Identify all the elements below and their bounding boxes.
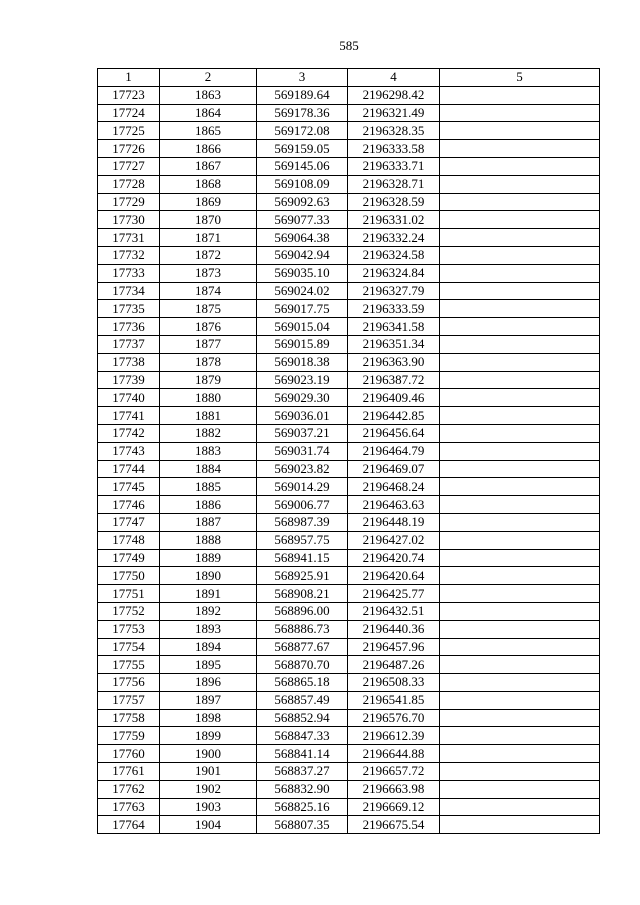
cell-y-coordinate: 2196663.98 <box>348 780 440 798</box>
cell-point-number: 1882 <box>160 424 257 442</box>
table-row <box>98 175 600 193</box>
cell-point-number: 1881 <box>160 407 257 425</box>
cell-point-id: 17736 <box>98 318 160 336</box>
column-header-1: 1 <box>98 69 160 87</box>
cell-point-number: 1885 <box>160 478 257 496</box>
cell-note <box>440 602 600 620</box>
cell-point-id: 17764 <box>98 816 160 834</box>
cell-note <box>440 335 600 353</box>
cell-x-coordinate: 568870.70 <box>257 656 348 674</box>
cell-y-coordinate: 2196463.63 <box>348 496 440 514</box>
cell-note <box>440 460 600 478</box>
cell-point-id: 17724 <box>98 104 160 122</box>
cell-point-number: 1896 <box>160 674 257 692</box>
cell-note <box>440 620 600 638</box>
cell-note <box>440 424 600 442</box>
cell-point-number: 1897 <box>160 691 257 709</box>
cell-y-coordinate: 2196469.07 <box>348 460 440 478</box>
table-row <box>98 585 600 603</box>
cell-point-id: 17748 <box>98 531 160 549</box>
cell-point-number: 1866 <box>160 140 257 158</box>
table-row <box>98 496 600 514</box>
table-row <box>98 407 600 425</box>
cell-note <box>440 478 600 496</box>
cell-point-number: 1889 <box>160 549 257 567</box>
cell-y-coordinate: 2196541.85 <box>348 691 440 709</box>
cell-note <box>440 442 600 460</box>
cell-point-number: 1886 <box>160 496 257 514</box>
cell-point-number: 1868 <box>160 175 257 193</box>
cell-x-coordinate: 568886.73 <box>257 620 348 638</box>
cell-note <box>440 763 600 781</box>
cell-y-coordinate: 2196331.02 <box>348 211 440 229</box>
cell-y-coordinate: 2196487.26 <box>348 656 440 674</box>
cell-point-id: 17741 <box>98 407 160 425</box>
cell-x-coordinate: 569015.04 <box>257 318 348 336</box>
table-row <box>98 513 600 531</box>
cell-y-coordinate: 2196333.59 <box>348 300 440 318</box>
table-row <box>98 157 600 175</box>
cell-point-number: 1898 <box>160 709 257 727</box>
cell-point-id: 17726 <box>98 140 160 158</box>
cell-point-number: 1873 <box>160 264 257 282</box>
cell-note <box>440 353 600 371</box>
cell-point-number: 1887 <box>160 513 257 531</box>
table-row <box>98 140 600 158</box>
cell-x-coordinate: 569077.33 <box>257 211 348 229</box>
cell-point-number: 1899 <box>160 727 257 745</box>
cell-note <box>440 567 600 585</box>
cell-point-id: 17723 <box>98 86 160 104</box>
cell-point-id: 17733 <box>98 264 160 282</box>
cell-x-coordinate: 568987.39 <box>257 513 348 531</box>
cell-y-coordinate: 2196420.74 <box>348 549 440 567</box>
cell-note <box>440 104 600 122</box>
cell-y-coordinate: 2196420.64 <box>348 567 440 585</box>
cell-y-coordinate: 2196363.90 <box>348 353 440 371</box>
cell-point-id: 17744 <box>98 460 160 478</box>
cell-note <box>440 86 600 104</box>
cell-point-id: 17734 <box>98 282 160 300</box>
cell-note <box>440 674 600 692</box>
cell-note <box>440 140 600 158</box>
cell-note <box>440 300 600 318</box>
cell-x-coordinate: 569159.05 <box>257 140 348 158</box>
cell-y-coordinate: 2196321.49 <box>348 104 440 122</box>
cell-x-coordinate: 568852.94 <box>257 709 348 727</box>
cell-point-id: 17755 <box>98 656 160 674</box>
cell-point-id: 17745 <box>98 478 160 496</box>
cell-point-number: 1880 <box>160 389 257 407</box>
cell-y-coordinate: 2196341.58 <box>348 318 440 336</box>
cell-point-number: 1883 <box>160 442 257 460</box>
cell-x-coordinate: 569024.02 <box>257 282 348 300</box>
cell-x-coordinate: 568837.27 <box>257 763 348 781</box>
table-row <box>98 798 600 816</box>
cell-note <box>440 193 600 211</box>
cell-x-coordinate: 569145.06 <box>257 157 348 175</box>
cell-y-coordinate: 2196324.84 <box>348 264 440 282</box>
cell-point-id: 17751 <box>98 585 160 603</box>
cell-x-coordinate: 568877.67 <box>257 638 348 656</box>
cell-point-number: 1872 <box>160 246 257 264</box>
cell-note <box>440 745 600 763</box>
cell-y-coordinate: 2196612.39 <box>348 727 440 745</box>
cell-note <box>440 585 600 603</box>
cell-x-coordinate: 569108.09 <box>257 175 348 193</box>
cell-y-coordinate: 2196328.35 <box>348 122 440 140</box>
page-number: 585 <box>339 38 359 53</box>
cell-point-id: 17737 <box>98 335 160 353</box>
cell-point-number: 1864 <box>160 104 257 122</box>
cell-point-id: 17757 <box>98 691 160 709</box>
cell-note <box>440 727 600 745</box>
cell-point-number: 1870 <box>160 211 257 229</box>
cell-y-coordinate: 2196456.64 <box>348 424 440 442</box>
cell-y-coordinate: 2196464.79 <box>348 442 440 460</box>
cell-point-id: 17742 <box>98 424 160 442</box>
cell-point-number: 1877 <box>160 335 257 353</box>
cell-point-id: 17739 <box>98 371 160 389</box>
cell-y-coordinate: 2196440.36 <box>348 620 440 638</box>
table-row <box>98 246 600 264</box>
cell-x-coordinate: 568825.16 <box>257 798 348 816</box>
cell-x-coordinate: 569023.82 <box>257 460 348 478</box>
cell-point-number: 1878 <box>160 353 257 371</box>
cell-point-id: 17754 <box>98 638 160 656</box>
cell-note <box>440 157 600 175</box>
cell-point-number: 1903 <box>160 798 257 816</box>
table-row <box>98 442 600 460</box>
coordinates-table <box>97 68 600 834</box>
cell-x-coordinate: 569064.38 <box>257 229 348 247</box>
cell-y-coordinate: 2196425.77 <box>348 585 440 603</box>
cell-point-id: 17740 <box>98 389 160 407</box>
table-row <box>98 674 600 692</box>
cell-x-coordinate: 569017.75 <box>257 300 348 318</box>
cell-y-coordinate: 2196448.19 <box>348 513 440 531</box>
cell-point-id: 17753 <box>98 620 160 638</box>
cell-y-coordinate: 2196644.88 <box>348 745 440 763</box>
cell-note <box>440 549 600 567</box>
cell-point-number: 1902 <box>160 780 257 798</box>
cell-point-id: 17738 <box>98 353 160 371</box>
cell-y-coordinate: 2196328.71 <box>348 175 440 193</box>
cell-point-number: 1901 <box>160 763 257 781</box>
cell-x-coordinate: 569189.64 <box>257 86 348 104</box>
cell-point-number: 1904 <box>160 816 257 834</box>
table-row <box>98 620 600 638</box>
cell-note <box>440 816 600 834</box>
cell-note <box>440 229 600 247</box>
cell-x-coordinate: 568925.91 <box>257 567 348 585</box>
table-row <box>98 300 600 318</box>
cell-point-id: 17749 <box>98 549 160 567</box>
cell-y-coordinate: 2196328.59 <box>348 193 440 211</box>
cell-note <box>440 513 600 531</box>
cell-y-coordinate: 2196432.51 <box>348 602 440 620</box>
column-header-4: 4 <box>348 69 440 87</box>
cell-point-number: 1875 <box>160 300 257 318</box>
cell-point-number: 1879 <box>160 371 257 389</box>
cell-x-coordinate: 568908.21 <box>257 585 348 603</box>
table-row <box>98 638 600 656</box>
cell-y-coordinate: 2196457.96 <box>348 638 440 656</box>
cell-y-coordinate: 2196333.71 <box>348 157 440 175</box>
cell-note <box>440 638 600 656</box>
cell-y-coordinate: 2196409.46 <box>348 389 440 407</box>
cell-note <box>440 531 600 549</box>
cell-point-number: 1895 <box>160 656 257 674</box>
cell-point-number: 1869 <box>160 193 257 211</box>
table-row <box>98 104 600 122</box>
cell-note <box>440 175 600 193</box>
cell-point-number: 1893 <box>160 620 257 638</box>
column-header-5: 5 <box>440 69 600 87</box>
cell-point-id: 17743 <box>98 442 160 460</box>
cell-note <box>440 318 600 336</box>
cell-y-coordinate: 2196675.54 <box>348 816 440 834</box>
cell-point-number: 1891 <box>160 585 257 603</box>
cell-note <box>440 371 600 389</box>
cell-note <box>440 389 600 407</box>
table-row <box>98 567 600 585</box>
cell-x-coordinate: 569014.29 <box>257 478 348 496</box>
cell-note <box>440 407 600 425</box>
cell-point-number: 1863 <box>160 86 257 104</box>
cell-note <box>440 211 600 229</box>
cell-point-id: 17759 <box>98 727 160 745</box>
cell-y-coordinate: 2196327.79 <box>348 282 440 300</box>
cell-point-number: 1884 <box>160 460 257 478</box>
cell-point-number: 1890 <box>160 567 257 585</box>
cell-x-coordinate: 569036.01 <box>257 407 348 425</box>
cell-y-coordinate: 2196442.85 <box>348 407 440 425</box>
cell-point-number: 1876 <box>160 318 257 336</box>
cell-x-coordinate: 568832.90 <box>257 780 348 798</box>
cell-point-id: 17758 <box>98 709 160 727</box>
table-row <box>98 816 600 834</box>
cell-x-coordinate: 568807.35 <box>257 816 348 834</box>
cell-y-coordinate: 2196332.24 <box>348 229 440 247</box>
table-row <box>98 763 600 781</box>
table-row <box>98 264 600 282</box>
cell-note <box>440 780 600 798</box>
cell-point-id: 17747 <box>98 513 160 531</box>
cell-x-coordinate: 568957.75 <box>257 531 348 549</box>
table-row <box>98 745 600 763</box>
table-row <box>98 86 600 104</box>
cell-y-coordinate: 2196468.24 <box>348 478 440 496</box>
column-header-2: 2 <box>160 69 257 87</box>
cell-point-id: 17728 <box>98 175 160 193</box>
table-body <box>98 86 600 833</box>
cell-point-number: 1867 <box>160 157 257 175</box>
table-row <box>98 531 600 549</box>
table-row <box>98 709 600 727</box>
cell-y-coordinate: 2196508.33 <box>348 674 440 692</box>
cell-point-number: 1865 <box>160 122 257 140</box>
cell-note <box>440 691 600 709</box>
cell-x-coordinate: 569015.89 <box>257 335 348 353</box>
cell-point-id: 17752 <box>98 602 160 620</box>
table-row <box>98 318 600 336</box>
cell-point-id: 17760 <box>98 745 160 763</box>
cell-y-coordinate: 2196387.72 <box>348 371 440 389</box>
cell-y-coordinate: 2196576.70 <box>348 709 440 727</box>
table-row <box>98 122 600 140</box>
table-row <box>98 282 600 300</box>
cell-point-number: 1894 <box>160 638 257 656</box>
table-header-row <box>98 69 600 87</box>
cell-x-coordinate: 568847.33 <box>257 727 348 745</box>
cell-note <box>440 496 600 514</box>
table-row <box>98 424 600 442</box>
cell-point-id: 17729 <box>98 193 160 211</box>
column-header-3: 3 <box>257 69 348 87</box>
cell-note <box>440 122 600 140</box>
cell-y-coordinate: 2196657.72 <box>348 763 440 781</box>
cell-x-coordinate: 569023.19 <box>257 371 348 389</box>
cell-x-coordinate: 568941.15 <box>257 549 348 567</box>
table-row <box>98 211 600 229</box>
cell-x-coordinate: 569018.38 <box>257 353 348 371</box>
cell-x-coordinate: 568865.18 <box>257 674 348 692</box>
table-row <box>98 780 600 798</box>
cell-x-coordinate: 569178.36 <box>257 104 348 122</box>
cell-note <box>440 264 600 282</box>
table-row <box>98 478 600 496</box>
table-row <box>98 193 600 211</box>
table-row <box>98 229 600 247</box>
cell-note <box>440 246 600 264</box>
table-row <box>98 353 600 371</box>
table-row <box>98 460 600 478</box>
table-row <box>98 335 600 353</box>
table-row <box>98 371 600 389</box>
cell-point-id: 17735 <box>98 300 160 318</box>
cell-point-id: 17763 <box>98 798 160 816</box>
table-row <box>98 549 600 567</box>
cell-point-id: 17732 <box>98 246 160 264</box>
cell-x-coordinate: 568896.00 <box>257 602 348 620</box>
cell-x-coordinate: 569042.94 <box>257 246 348 264</box>
cell-point-id: 17730 <box>98 211 160 229</box>
cell-point-number: 1892 <box>160 602 257 620</box>
cell-point-id: 17725 <box>98 122 160 140</box>
cell-point-id: 17761 <box>98 763 160 781</box>
cell-x-coordinate: 568841.14 <box>257 745 348 763</box>
cell-x-coordinate: 568857.49 <box>257 691 348 709</box>
cell-note <box>440 709 600 727</box>
cell-point-number: 1871 <box>160 229 257 247</box>
table-row <box>98 389 600 407</box>
cell-point-id: 17746 <box>98 496 160 514</box>
cell-y-coordinate: 2196333.58 <box>348 140 440 158</box>
cell-point-number: 1874 <box>160 282 257 300</box>
cell-y-coordinate: 2196324.58 <box>348 246 440 264</box>
table-row <box>98 656 600 674</box>
cell-point-number: 1888 <box>160 531 257 549</box>
cell-point-id: 17731 <box>98 229 160 247</box>
table-row <box>98 691 600 709</box>
cell-point-id: 17750 <box>98 567 160 585</box>
cell-x-coordinate: 569006.77 <box>257 496 348 514</box>
table-row <box>98 602 600 620</box>
cell-point-number: 1900 <box>160 745 257 763</box>
cell-note <box>440 656 600 674</box>
cell-x-coordinate: 569029.30 <box>257 389 348 407</box>
cell-x-coordinate: 569031.74 <box>257 442 348 460</box>
cell-y-coordinate: 2196298.42 <box>348 86 440 104</box>
cell-x-coordinate: 569035.10 <box>257 264 348 282</box>
table-row <box>98 727 600 745</box>
cell-y-coordinate: 2196427.02 <box>348 531 440 549</box>
cell-point-id: 17727 <box>98 157 160 175</box>
cell-x-coordinate: 569037.21 <box>257 424 348 442</box>
cell-point-id: 17762 <box>98 780 160 798</box>
cell-x-coordinate: 569172.08 <box>257 122 348 140</box>
cell-y-coordinate: 2196669.12 <box>348 798 440 816</box>
cell-y-coordinate: 2196351.34 <box>348 335 440 353</box>
cell-point-id: 17756 <box>98 674 160 692</box>
cell-note <box>440 798 600 816</box>
cell-note <box>440 282 600 300</box>
cell-x-coordinate: 569092.63 <box>257 193 348 211</box>
